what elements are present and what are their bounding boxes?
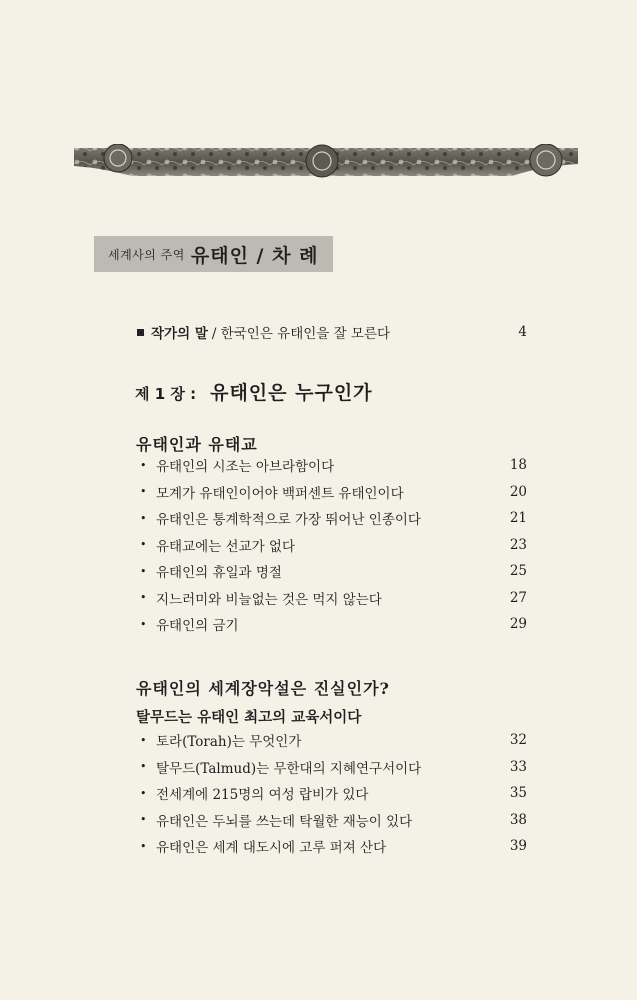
toc-entry[interactable] <box>140 452 527 479</box>
toc-foreword-entry[interactable] <box>137 322 527 342</box>
entry-title: 유태인은 세계 대도시에 고루 퍼져 산다 <box>156 840 387 857</box>
page-number: 29 <box>509 616 527 633</box>
entry-title: 토라(Torah)는 무엇인가 <box>156 734 302 751</box>
toc-list-section-2 <box>140 727 527 860</box>
chapter-title: 유태인은 누구인가 <box>210 382 373 404</box>
toc-entry[interactable] <box>140 727 527 754</box>
page-number: 35 <box>509 785 527 802</box>
bullet-icon: • <box>140 485 147 499</box>
page-number: 20 <box>509 483 527 500</box>
toc-entry[interactable] <box>140 479 527 506</box>
bullet-icon: • <box>140 511 147 525</box>
toc-entry[interactable] <box>140 532 527 559</box>
section-subtitle: 탈무드는 유태인 최고의 교육서이다 <box>136 710 362 726</box>
entry-title: 유태인은 두뇌를 쓰는데 탁월한 재능이 있다 <box>156 813 413 830</box>
page-number: 32 <box>509 732 527 749</box>
entry-title: 유태인은 통계학적으로 가장 뛰어난 인종이다 <box>156 512 421 529</box>
bullet-icon: • <box>140 617 147 631</box>
section-title: 유태인의 세계장악설은 진실인가? <box>136 679 390 698</box>
entry-title: 전세계에 215명의 여성 랍비가 있다 <box>156 787 369 804</box>
toc-entry[interactable] <box>140 807 527 834</box>
header-subtitle: 세계사의 주역 <box>108 247 185 262</box>
page-number: 33 <box>509 758 527 775</box>
page-number: 4 <box>518 324 527 340</box>
page-number: 23 <box>509 536 527 553</box>
toc-entry[interactable] <box>140 780 527 807</box>
toc-list-section-1 <box>140 452 527 638</box>
section-title: 유태인과 유태교 <box>136 435 258 454</box>
toc-entry[interactable] <box>140 558 527 585</box>
chapter-heading <box>135 378 373 405</box>
ornamental-banner <box>72 144 580 182</box>
foreword-label: 작가의 말 <box>151 326 208 342</box>
entry-title: 유태인의 시조는 아브라함이다 <box>156 459 335 476</box>
square-bullet-icon <box>137 329 144 336</box>
entry-title: 탈무드(Talmud)는 무한대의 지혜연구서이다 <box>156 760 422 777</box>
toc-entry[interactable] <box>140 833 527 860</box>
page-number: 21 <box>509 510 527 527</box>
toc-entry[interactable] <box>140 754 527 781</box>
entry-title: 모계가 유태인이어야 백퍼센트 유태인이다 <box>156 485 404 502</box>
page-number: 38 <box>509 811 527 828</box>
bullet-icon: • <box>140 538 147 552</box>
bullet-icon: • <box>140 813 147 827</box>
foreword-text: / 한국인은 유태인을 잘 모른다 <box>211 326 391 342</box>
entry-title: 유태인의 금기 <box>156 618 239 635</box>
bullet-icon: • <box>140 458 147 472</box>
toc-entry[interactable] <box>140 505 527 532</box>
page-number: 27 <box>509 589 527 606</box>
bullet-icon: • <box>140 591 147 605</box>
entry-title: 유태인의 휴일과 명절 <box>156 565 282 582</box>
bullet-icon: • <box>140 733 147 747</box>
toc-entry[interactable] <box>140 585 527 612</box>
bullet-icon: • <box>140 839 147 853</box>
header-title: 유태인 / 차 례 <box>190 244 319 267</box>
chapter-number: 제 1 장 : <box>135 385 197 403</box>
page-number: 18 <box>509 457 527 474</box>
bullet-icon: • <box>140 760 147 774</box>
page-number: 25 <box>509 563 527 580</box>
page-number: 39 <box>509 838 527 855</box>
entry-title: 지느러미와 비늘없는 것은 먹지 않는다 <box>156 591 382 608</box>
toc-entry[interactable] <box>140 611 527 638</box>
toc-header <box>94 236 333 272</box>
bullet-icon: • <box>140 786 147 800</box>
entry-title: 유태교에는 선교가 없다 <box>156 538 295 555</box>
bullet-icon: • <box>140 564 147 578</box>
